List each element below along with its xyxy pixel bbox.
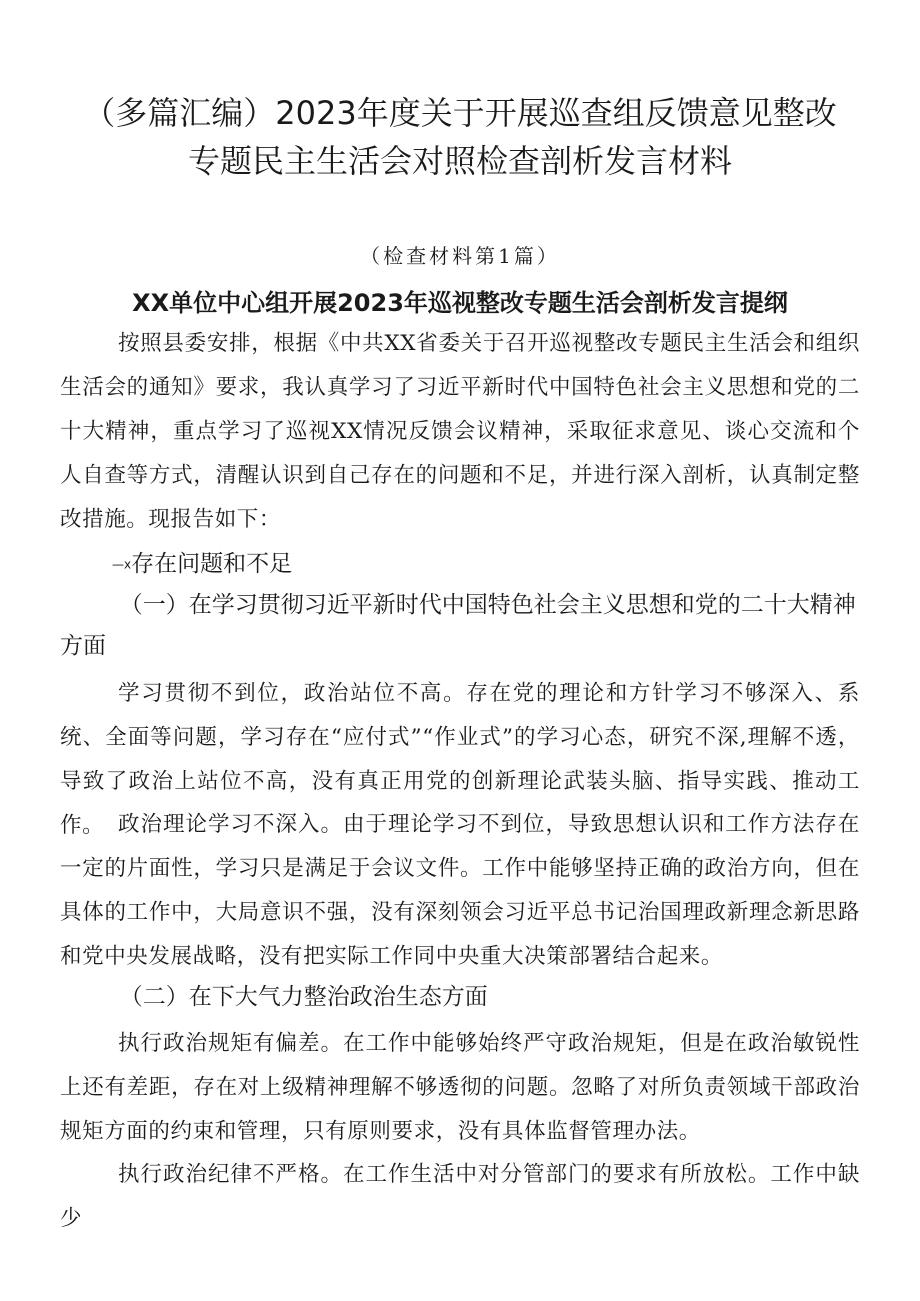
paragraph-3-text: 执行政治规矩有偏差。在工作中能够始终严守政治规矩，但是在政治敏锐性上还有差距，存在对上级精神理解不够透彻的问题。忽略了对所负责领域干部政治规矩方面的约束和管理，只有原则要求，没有具体监督管理办法。 (60, 1031, 860, 1144)
section-1-heading (112, 545, 292, 578)
subsection-1-heading: （一）在学习贯彻习近平新时代中国特色社会主义思想和党的二十大精神方面 (60, 592, 856, 659)
paragraph-1-text: 学习贯彻不到位，政治站位不高。存在党的理论和方针学习不够深入、系统、全面等问题，学习存在“应付式”“作业式”的学习心态，研究不深,理解不透，导致了政治上站位不高，没有真正用党的创新理论武装头脑、指导实践、推动工作。 (60, 681, 860, 838)
paragraph-2 (60, 803, 860, 979)
document-title-line-1: （多篇汇编）2023年度关于开展巡查组反馈意见整改 (83, 94, 837, 132)
paragraph-4-text: 执行政治纪律不严格。在工作生活中对分管部门的要求有所放松。工作中缺少 (60, 1162, 860, 1231)
section-1-mark: —x (112, 557, 132, 572)
subsection-2-heading: （二）在下大气力整治政治生态方面 (119, 984, 488, 1010)
section-heading: XX单位中心组开展2023年巡视整改专题生活会剖析发言提纲 (132, 289, 788, 317)
intro-text: 按照县委安排，根据《中共XX省委关于召开巡视整改专题民主生活会和组织生活会的通知》要求，我认真学习了习近平新时代中国特色社会主义思想和党的二十大精神，重点学习了巡视XX情况反馈会议精神，采取征求意见、谈心交流和个人自查等方式，清醒认识到自己存在的问题和不足，并进行深入剖析，认真制定整改措施。现报告如下： (60, 331, 860, 532)
document-title-line-2: 专题民主生活会对照检查剖析发言材料 (187, 142, 732, 180)
paragraph-4 (60, 1153, 860, 1241)
paragraph-2-text: 政治理论学习不深入。由于理论学习不到位，导致思想认识和工作方法存在一定的片面性，学习只是满足于会议文件。工作中能够坚持正确的政治方向，但在具体的工作中，大局意识不强，没有深刻领会习近平总书记治国理政新理念新思路和党中央发展战略，没有把实际工作同中央重大决策部署结合起来。 (60, 812, 860, 969)
intro-paragraph (60, 322, 860, 542)
document-subtitle: （检查材料第1篇） (360, 244, 560, 268)
paragraph-3 (60, 1022, 860, 1154)
section-1-title: 存在问题和不足 (131, 551, 293, 577)
